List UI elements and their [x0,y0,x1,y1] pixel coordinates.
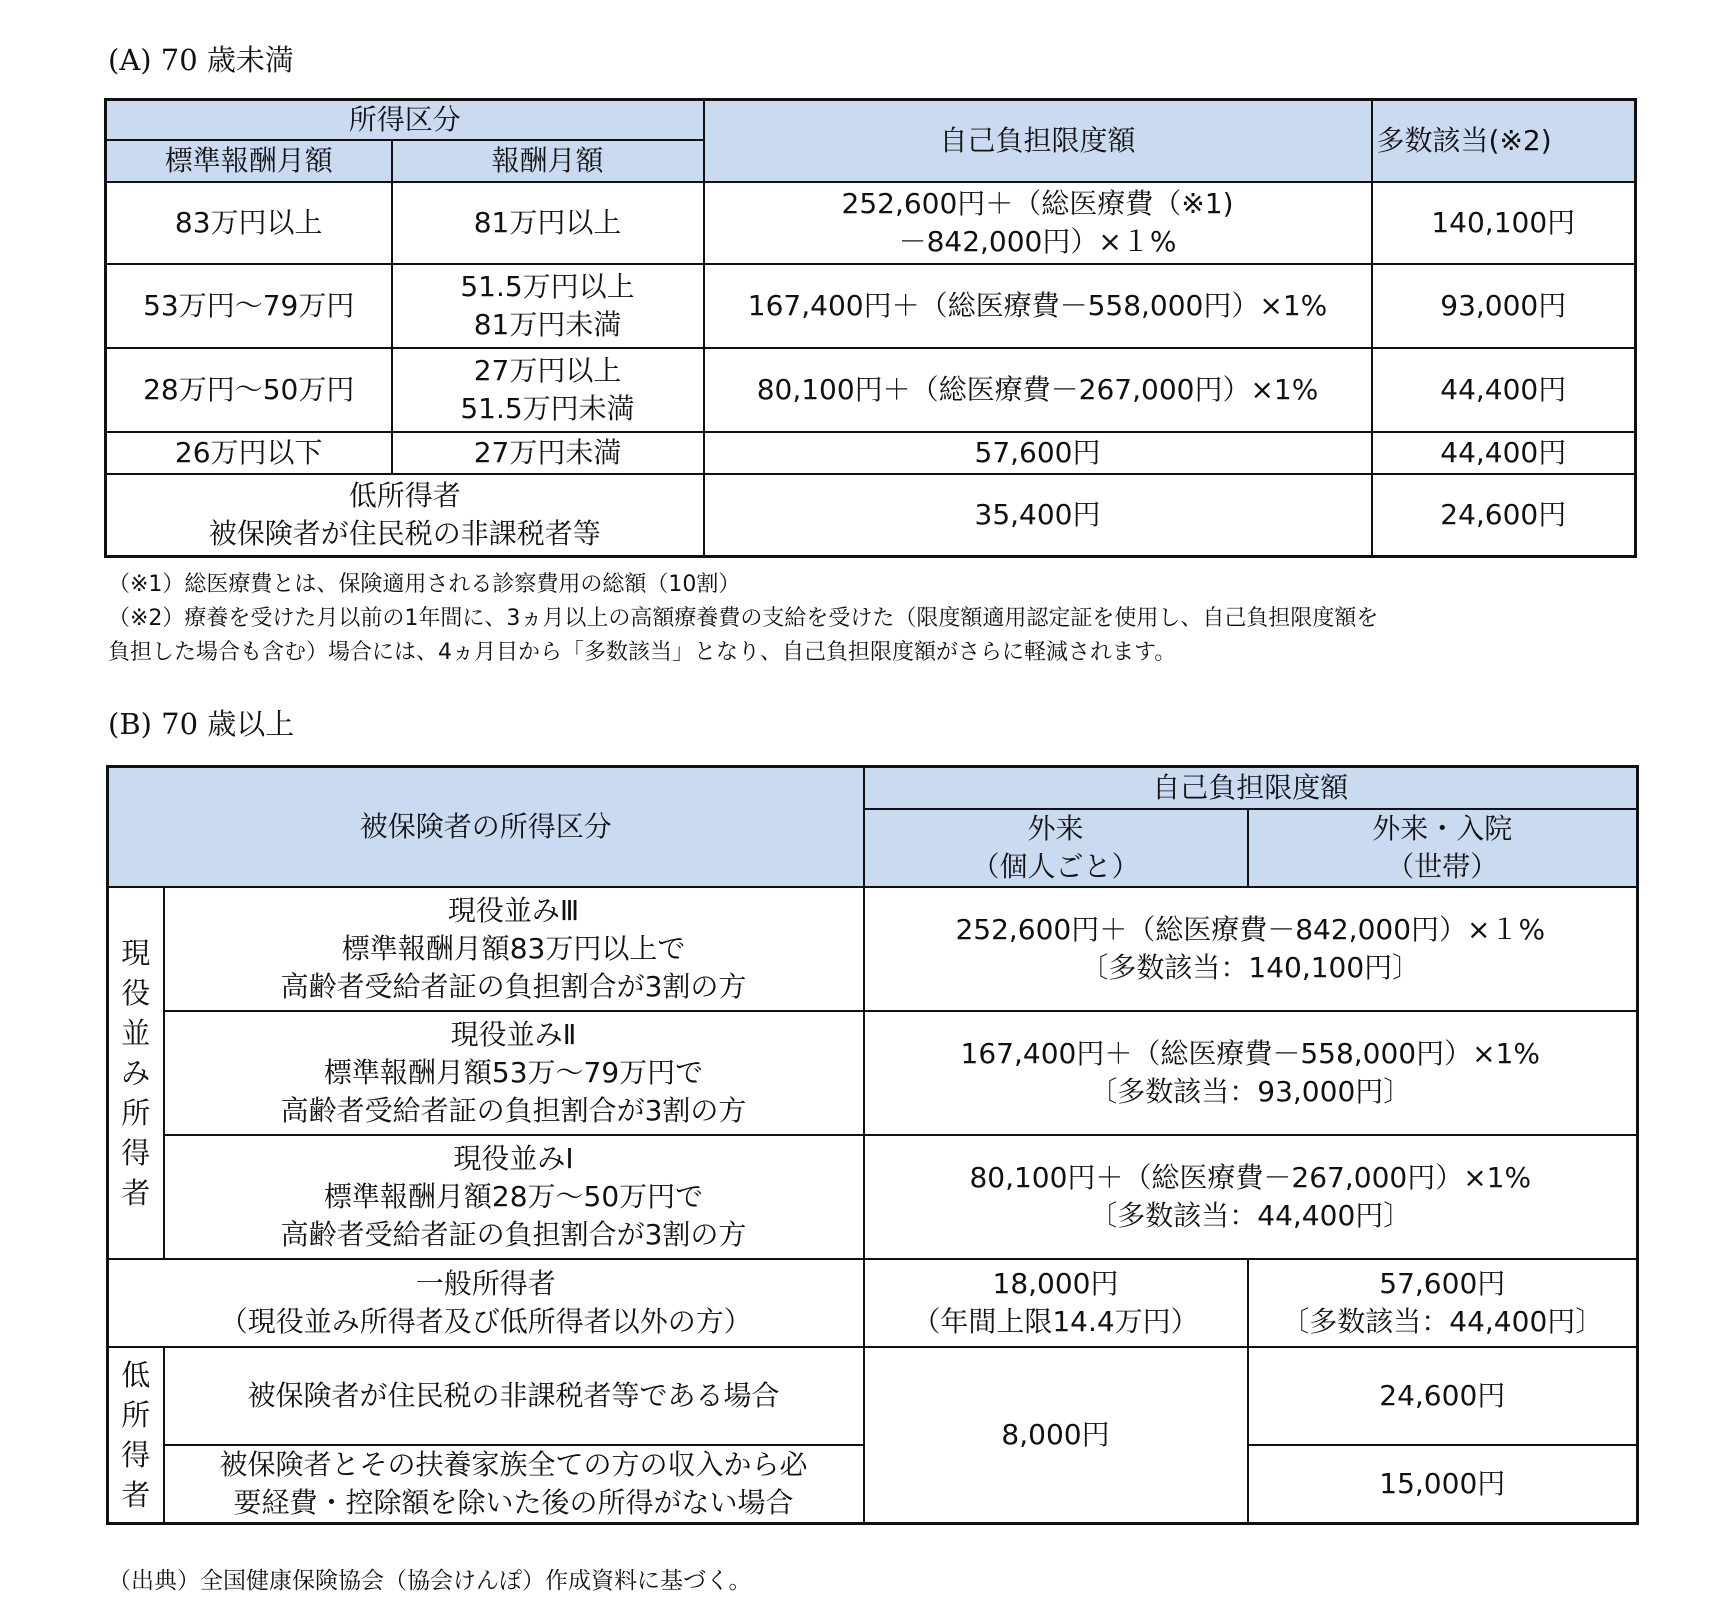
table-row [108,887,1638,1011]
table-under-70 [104,98,1637,558]
cell-standard: 26万円以下 [106,432,392,474]
cell-household: 15,000円 [1248,1445,1638,1524]
cell-outpatient: 8,000円 [864,1347,1248,1524]
cell-multiple: 93,000円 [1372,264,1636,348]
source-note: （出典）全国健康保険協会（協会けんぽ）作成資料に基づく。 [108,1568,752,1594]
section-b-heading: (B) 70 歳以上 [108,707,295,741]
low-income-group-label: 低 所 得 者 [108,1347,164,1524]
cell-multiple: 44,400円 [1372,432,1636,474]
table-row [108,1347,1638,1445]
active-income-group-label: 現 役 並 み 所 得 者 [108,887,164,1259]
cell-monthly: 27万円未満 [392,432,704,474]
cell-outpatient: 18,000円 （年間上限14.4万円） [864,1259,1248,1347]
cell-standard: 53万円～79万円 [106,264,392,348]
cell-standard: 28万円～50万円 [106,348,392,432]
table-row [108,1135,1638,1259]
header-standard-monthly: 標準報酬月額 [106,140,392,182]
cell-limit: 57,600円 [704,432,1372,474]
table-row [106,182,1636,264]
cell-limit: 80,100円＋（総医療費－267,000円）×1% 〔多数該当：44,400円〕 [864,1135,1638,1259]
cell-monthly: 27万円以上 51.5万円未満 [392,348,704,432]
table-row [106,348,1636,432]
cell-multiple: 44,400円 [1372,348,1636,432]
cell-household: 24,600円 [1248,1347,1638,1445]
cell-multiple: 140,100円 [1372,182,1636,264]
header-income-group: 被保険者の所得区分 [108,767,864,887]
cell-income-label: 被保険者が住民税の非課税者等である場合 [164,1347,864,1445]
cell-income-label: 被保険者とその扶養家族全ての方の収入から必 要経費・控除額を除いた後の所得がない場合 [164,1445,864,1524]
table-row [108,1259,1638,1347]
header-household: 外来・入院 （世帯） [1248,809,1638,887]
cell-limit: 252,600円＋（総医療費－842,000円）×１% 〔多数該当：140,100円〕 [864,887,1638,1011]
cell-limit: 252,600円＋（総医療費（※1) －842,000円）×１% [704,182,1372,264]
header-income-group: 所得区分 [106,100,704,141]
cell-general-label: 一般所得者 （現役並み所得者及び低所得者以外の方） [108,1259,864,1347]
header-limit: 自己負担限度額 [704,100,1372,183]
footnotes: （※1）総医療費とは、保険適用される診察費用の総額（10割） （※2）療養を受けた月以前の1年間に、3ヵ月以上の高額療養費の支給を受けた（限度額適用認定証を使用し、自己負担限度額を 負担した場合も含む）場合には、4ヵ月目から「多数該当」となり、自己負担限度額がさらに軽減されます。 [108,572,1379,665]
section-a-heading: (A) 70 歳未満 [108,43,294,77]
cell-limit: 80,100円＋（総医療費－267,000円）×1% [704,348,1372,432]
cell-standard: 83万円以上 [106,182,392,264]
cell-multiple: 24,600円 [1372,474,1636,556]
cell-income-label: 現役並みⅠ 標準報酬月額28万～50万円で 高齢者受給者証の負担割合が3割の方 [164,1135,864,1259]
table-70-and-over [106,765,1639,1525]
header-monthly: 報酬月額 [392,140,704,182]
cell-monthly: 51.5万円以上 81万円未満 [392,264,704,348]
cell-low-income-label: 低所得者 被保険者が住民税の非課税者等 [106,474,704,556]
cell-income-label: 現役並みⅢ 標準報酬月額83万円以上で 高齢者受給者証の負担割合が3割の方 [164,887,864,1011]
table-row [106,432,1636,474]
header-multiple: 多数該当(※2) [1372,100,1636,183]
table-row [106,474,1636,556]
cell-income-label: 現役並みⅡ 標準報酬月額53万～79万円で 高齢者受給者証の負担割合が3割の方 [164,1011,864,1135]
cell-limit: 35,400円 [704,474,1372,556]
table-row [106,264,1636,348]
table-row [108,1011,1638,1135]
cell-household: 57,600円 〔多数該当：44,400円〕 [1248,1259,1638,1347]
header-limit: 自己負担限度額 [864,767,1638,809]
cell-monthly: 81万円以上 [392,182,704,264]
cell-limit: 167,400円＋（総医療費－558,000円）×1% 〔多数該当：93,000円〕 [864,1011,1638,1135]
cell-limit: 167,400円＋（総医療費－558,000円）×1% [704,264,1372,348]
header-outpatient: 外来 （個人ごと） [864,809,1248,887]
